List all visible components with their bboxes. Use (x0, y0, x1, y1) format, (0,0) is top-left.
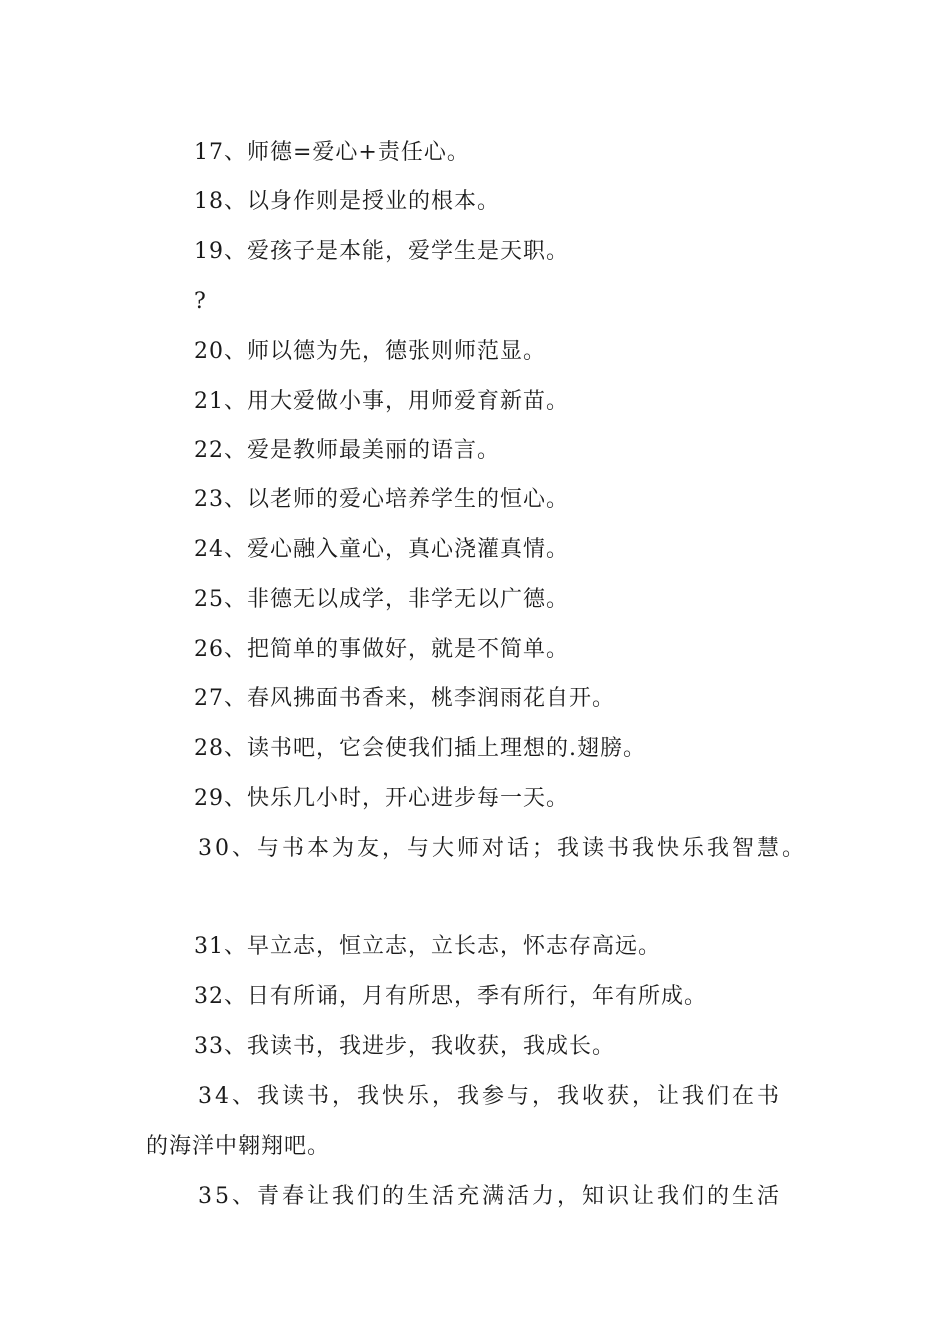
text-line-30: 30、与书本为友，与大师对话；我读书我快乐我智慧。 (198, 836, 807, 861)
text-line-33: 33、我读书，我进步，我收获，我成长。 (194, 1034, 615, 1059)
text-line-26: 26、把简单的事做好，就是不简单。 (194, 637, 569, 662)
text-line-22: 22、爱是教师最美丽的语言。 (194, 438, 500, 463)
text-line-20: 20、师以德为先，德张则师范显。 (194, 339, 546, 364)
text-line-32: 32、日有所诵，月有所思，季有所行，年有所成。 (194, 984, 707, 1009)
text-line-35: 35、青春让我们的生活充满活力，知识让我们的生活 (198, 1184, 782, 1209)
text-line-25: 25、非德无以成学，非学无以广德。 (194, 587, 569, 612)
text-line-18: 18、以身作则是授业的根本。 (194, 189, 500, 214)
text-line-31: 31、早立志，恒立志，立长志，怀志存高远。 (194, 934, 661, 959)
text-line-23: 23、以老师的爱心培养学生的恒心。 (194, 487, 569, 512)
text-line-34-continued: 的海洋中翱翔吧。 (146, 1134, 331, 1159)
text-line-29: 29、快乐几小时，开心进步每一天。 (194, 786, 569, 811)
text-line-19: 19、爱孩子是本能，爱学生是天职。 (194, 239, 569, 264)
text-line-21: 21、用大爱做小事，用师爱育新苗。 (194, 389, 569, 414)
text-line-34: 34、我读书，我快乐，我参与，我收获，让我们在书 (198, 1084, 782, 1109)
text-line-17: 17、师德=爱心+责任心。 (194, 140, 470, 165)
text-line-24: 24、爱心融入童心，真心浇灌真情。 (194, 537, 569, 562)
text-line-27: 27、春风拂面书香来，桃李润雨花自开。 (194, 686, 615, 711)
text-line-question-mark: ? (194, 289, 207, 314)
text-line-28: 28、读书吧，它会使我们插上理想的.翅膀。 (194, 736, 646, 761)
